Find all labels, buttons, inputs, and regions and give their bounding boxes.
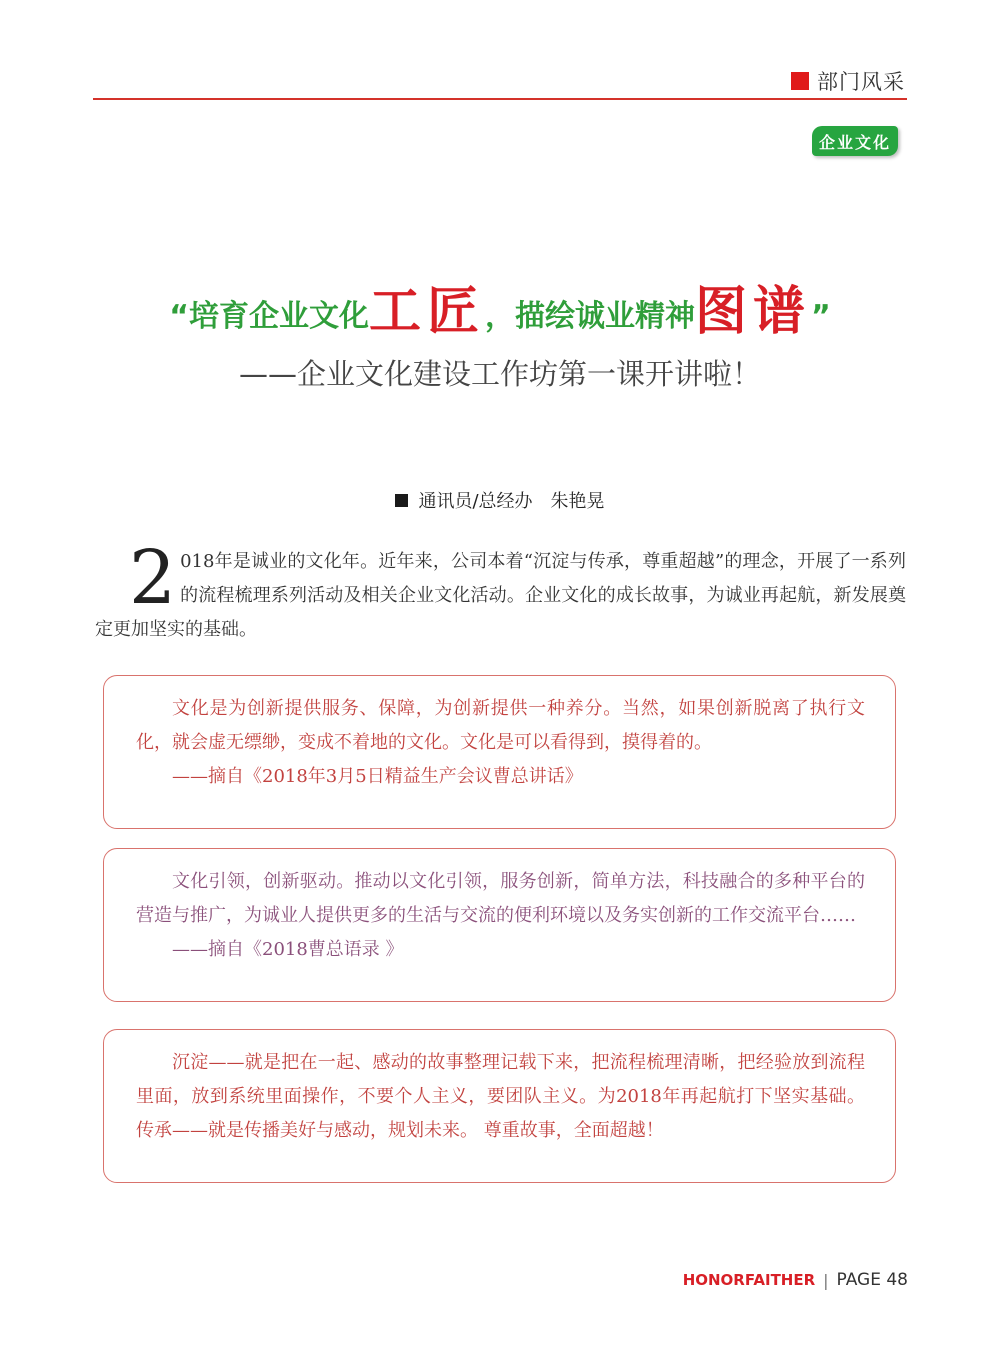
quote-text: 文化是为创新提供服务、保障，为创新提供一种养分。当然，如果创新脱离了执行文化，就会虚无缥缈，变成不着地的文化。文化是可以看得到，摸得着的。 — [136, 698, 865, 753]
page-footer — [683, 1270, 908, 1290]
intro-paragraph — [95, 535, 906, 647]
quote-box — [103, 1029, 896, 1183]
quote-source: ——摘自《2018曹总语录 》 — [172, 939, 404, 960]
article-title — [0, 282, 1000, 347]
article-subtitle: ——企业文化建设工作坊第一课开讲啦！ — [238, 357, 761, 391]
title-accent-craftsman: 工匠 — [368, 281, 485, 342]
page-number: PAGE 48 — [836, 1270, 908, 1290]
title-prefix: “培育企业文化 — [169, 299, 369, 334]
category-badge: 企业文化 — [812, 126, 898, 156]
byline-marker-icon — [395, 494, 408, 507]
header-divider — [93, 98, 907, 100]
title-suffix: ” — [811, 299, 831, 334]
section-label: 部门风采 — [817, 70, 905, 94]
footer-separator: | — [823, 1270, 829, 1290]
quote-box — [103, 675, 896, 829]
byline — [0, 487, 1000, 513]
byline-text: 通讯员/总经办 朱艳晃 — [418, 491, 605, 512]
quote-box — [103, 848, 896, 1002]
section-header — [791, 66, 905, 96]
title-accent-map: 图谱 — [695, 281, 812, 342]
quote-text: 沉淀——就是把在一起、感动的故事整理记载下来，把流程梳理清晰，把经验放到流程里面，放到系统里面操作，不要个人主义，要团队主义。为2018年再起航打下坚实基础。传承——就是传播美好与感动，规划未来。 尊重故事，全面超越！ — [136, 1052, 865, 1141]
intro-text: 018年是诚业的文化年。近年来，公司本着“沉淀与传承，尊重超越”的理念，开展了一系列的流程梳理系列活动及相关企业文化活动。企业文化的成长故事，为诚业再起航，新发展奠定更加坚实的基础。 — [95, 551, 906, 640]
section-marker-icon — [791, 72, 809, 90]
footer-brand: HONORFAITHER — [682, 1271, 816, 1289]
quote-source: ——摘自《2018年3月5日精益生产会议曹总讲话》 — [172, 766, 583, 787]
title-middle: ，描绘诚业精神 — [485, 299, 695, 334]
quote-text: 文化引领，创新驱动。推动以文化引领，服务创新，简单方法，科技融合的多种平台的营造与推广，为诚业人提供更多的生活与交流的便利环境以及务实创新的工作交流平台…… — [136, 871, 865, 926]
drop-cap: 2 — [129, 535, 177, 621]
